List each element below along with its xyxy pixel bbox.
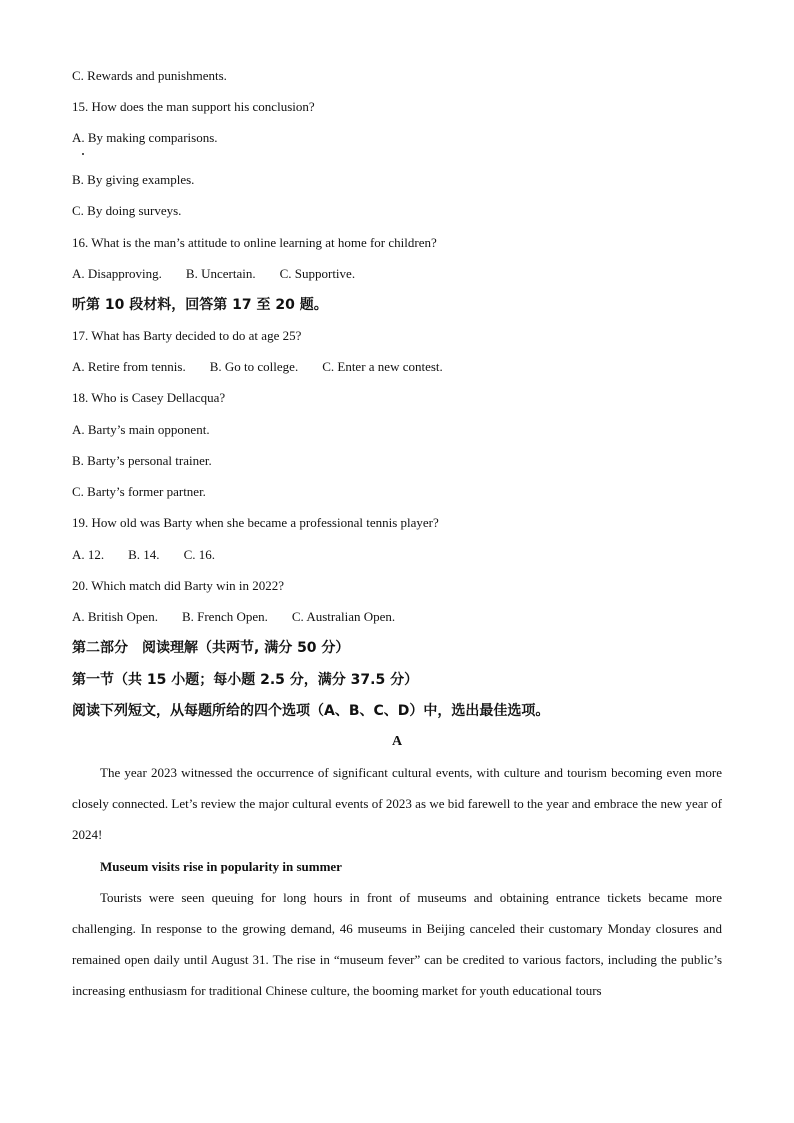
reading-instructions: 阅读下列短文，从每题所给的四个选项（A、B、C、D）中，选出最佳选项。 — [72, 703, 550, 719]
q19-question: 19. How old was Barty when she became a professional tennis player? — [72, 515, 439, 530]
q16-option-b: B. Uncertain. — [185, 266, 256, 281]
q15-option-b: B. By giving examples. — [72, 172, 195, 187]
passage-intro: The year 2023 witnessed the occurrence of significant cultural events, with culture and tourism becoming even more closely connected. Let’s review the major cultural events of 2023 as we bid farewell to the year and embrace the new year of 2024! — [72, 765, 722, 842]
q17-options — [72, 359, 443, 375]
q17-option-a: A. Retire from tennis. — [72, 359, 186, 374]
q18-option-b: B. Barty’s personal trainer. — [72, 453, 212, 468]
q15-option-a: A. By making comparisons. — [72, 130, 218, 145]
q19-option-b: B. 14. — [128, 547, 160, 562]
section1-heading: 第一节（共 15 小题；每小题 2.5 分，满分 37.5 分） — [72, 672, 419, 688]
q16-options — [72, 266, 355, 282]
q15-option-c: C. By doing surveys. — [72, 203, 182, 218]
q16-option-c: C. Supportive. — [279, 266, 356, 281]
section10-heading: 听第 10 段材料，回答第 17 至 20 题。 — [72, 297, 328, 313]
q19-options — [72, 547, 215, 563]
q17-question: 17. What has Barty decided to do at age 25? — [72, 328, 302, 343]
q16-option-a: A. Disapproving. — [72, 266, 162, 281]
q20-option-c: C. Australian Open. — [291, 609, 396, 624]
q15-question: 15. How does the man support his conclusion? — [72, 99, 315, 114]
q19-option-c: C. 16. — [183, 547, 215, 562]
q17-option-b: B. Go to college. — [209, 359, 299, 374]
q20-question: 20. Which match did Barty win in 2022? — [72, 578, 285, 593]
q14-option-c: C. Rewards and punishments. — [72, 68, 227, 83]
q17-option-c: C. Enter a new contest. — [322, 359, 443, 374]
q18-option-a: A. Barty’s main opponent. — [72, 422, 210, 437]
q19-option-a: A. 12. — [72, 547, 105, 562]
passage-label: A — [391, 734, 403, 749]
stray-dot — [82, 153, 84, 155]
q20-options — [72, 609, 395, 625]
q20-option-a: A. British Open. — [72, 609, 158, 624]
part2-heading: 第二部分 阅读理解（共两节, 满分 50 分） — [72, 640, 350, 656]
passage-body: Tourists were seen queuing for long hours in front of museums and obtaining entrance tickets became more challenging. In response to the growing demand, 46 museums in Beijing canceled their customary Monday closures and remained open daily until August 31. The rise in “museum fever” can be credited to various factors, including the public’s increasing enthusiasm for traditional Chinese culture, the booming market for youth educational tours — [72, 890, 722, 998]
q20-option-b: B. French Open. — [181, 609, 268, 624]
q16-question: 16. What is the man’s attitude to online learning at home for children? — [72, 235, 437, 250]
q18-option-c: C. Barty’s former partner. — [72, 484, 206, 499]
q18-question: 18. Who is Casey Dellacqua? — [72, 390, 226, 405]
passage-subheading: Museum visits rise in popularity in summer — [100, 859, 342, 874]
